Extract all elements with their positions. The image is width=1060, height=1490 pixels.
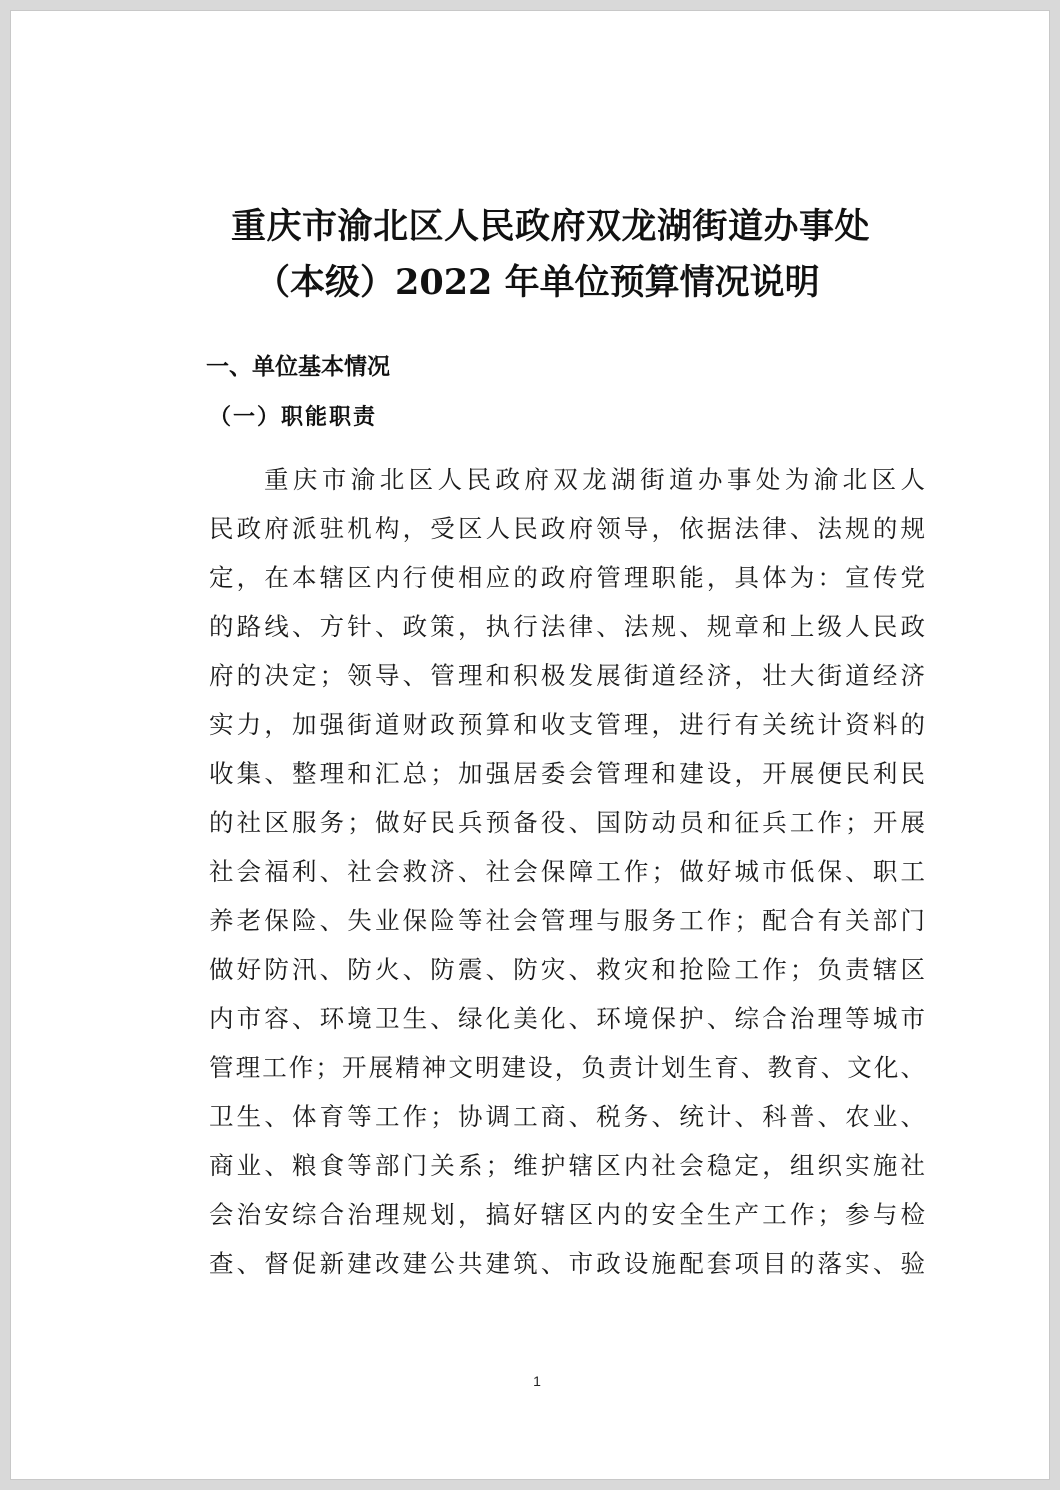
body-line: 收集、整理和汇总；加强居委会管理和建设，开展便民利民 (209, 759, 925, 788)
body-line: 社会福利、社会救济、社会保障工作；做好城市低保、职工 (209, 857, 925, 886)
body-line: 内市容、环境卫生、绿化美化、环境保护、综合治理等城市 (209, 1004, 925, 1033)
body-line: 查、督促新建改建公共建筑、市政设施配套项目的落实、验 (209, 1249, 925, 1278)
body-line: 府的决定；领导、管理和积极发展街道经济，壮大街道经济 (209, 661, 925, 690)
subsection-heading: （一）职能职责 (209, 405, 378, 430)
section-heading: 一、单位基本情况 (206, 354, 390, 380)
title-line-1: 重庆市渝北区人民政府双龙湖街道办事处 (231, 206, 871, 247)
body-line: 重庆市渝北区人民政府双龙湖街道办事处为渝北区人 (264, 465, 925, 494)
body-line: 做好防汛、防火、防震、防灾、救灾和抢险工作；负责辖区 (209, 955, 925, 984)
body-line: 会治安综合治理规划，搞好辖区内的安全生产工作；参与检 (209, 1200, 925, 1229)
body-line: 定，在本辖区内行使相应的政府管理职能，具体为：宣传党 (209, 563, 925, 592)
body-line: 的社区服务；做好民兵预备役、国防动员和征兵工作；开展 (209, 808, 925, 837)
page-number: 1 (533, 1373, 541, 1389)
body-line: 卫生、体育等工作；协调工商、税务、统计、科普、农业、 (209, 1102, 925, 1131)
body-line: 的路线、方针、政策，执行法律、法规、规章和上级人民政 (209, 612, 925, 641)
body-line: 管理工作；开展精神文明建设，负责计划生育、教育、文化、 (209, 1053, 925, 1082)
body-line: 商业、粮食等部门关系；维护辖区内社会稳定，组织实施社 (209, 1151, 925, 1180)
body-line: 实力，加强街道财政预算和收支管理，进行有关统计资料的 (209, 710, 925, 739)
document-page (10, 10, 1050, 1480)
body-text (209, 455, 925, 1288)
title-line-2: （本级）2022 年单位预算情况说明 (255, 262, 820, 303)
body-line: 民政府派驻机构，受区人民政府领导，依据法律、法规的规 (209, 514, 925, 543)
body-line: 养老保险、失业保险等社会管理与服务工作；配合有关部门 (209, 906, 925, 935)
document-title (11, 199, 1049, 311)
